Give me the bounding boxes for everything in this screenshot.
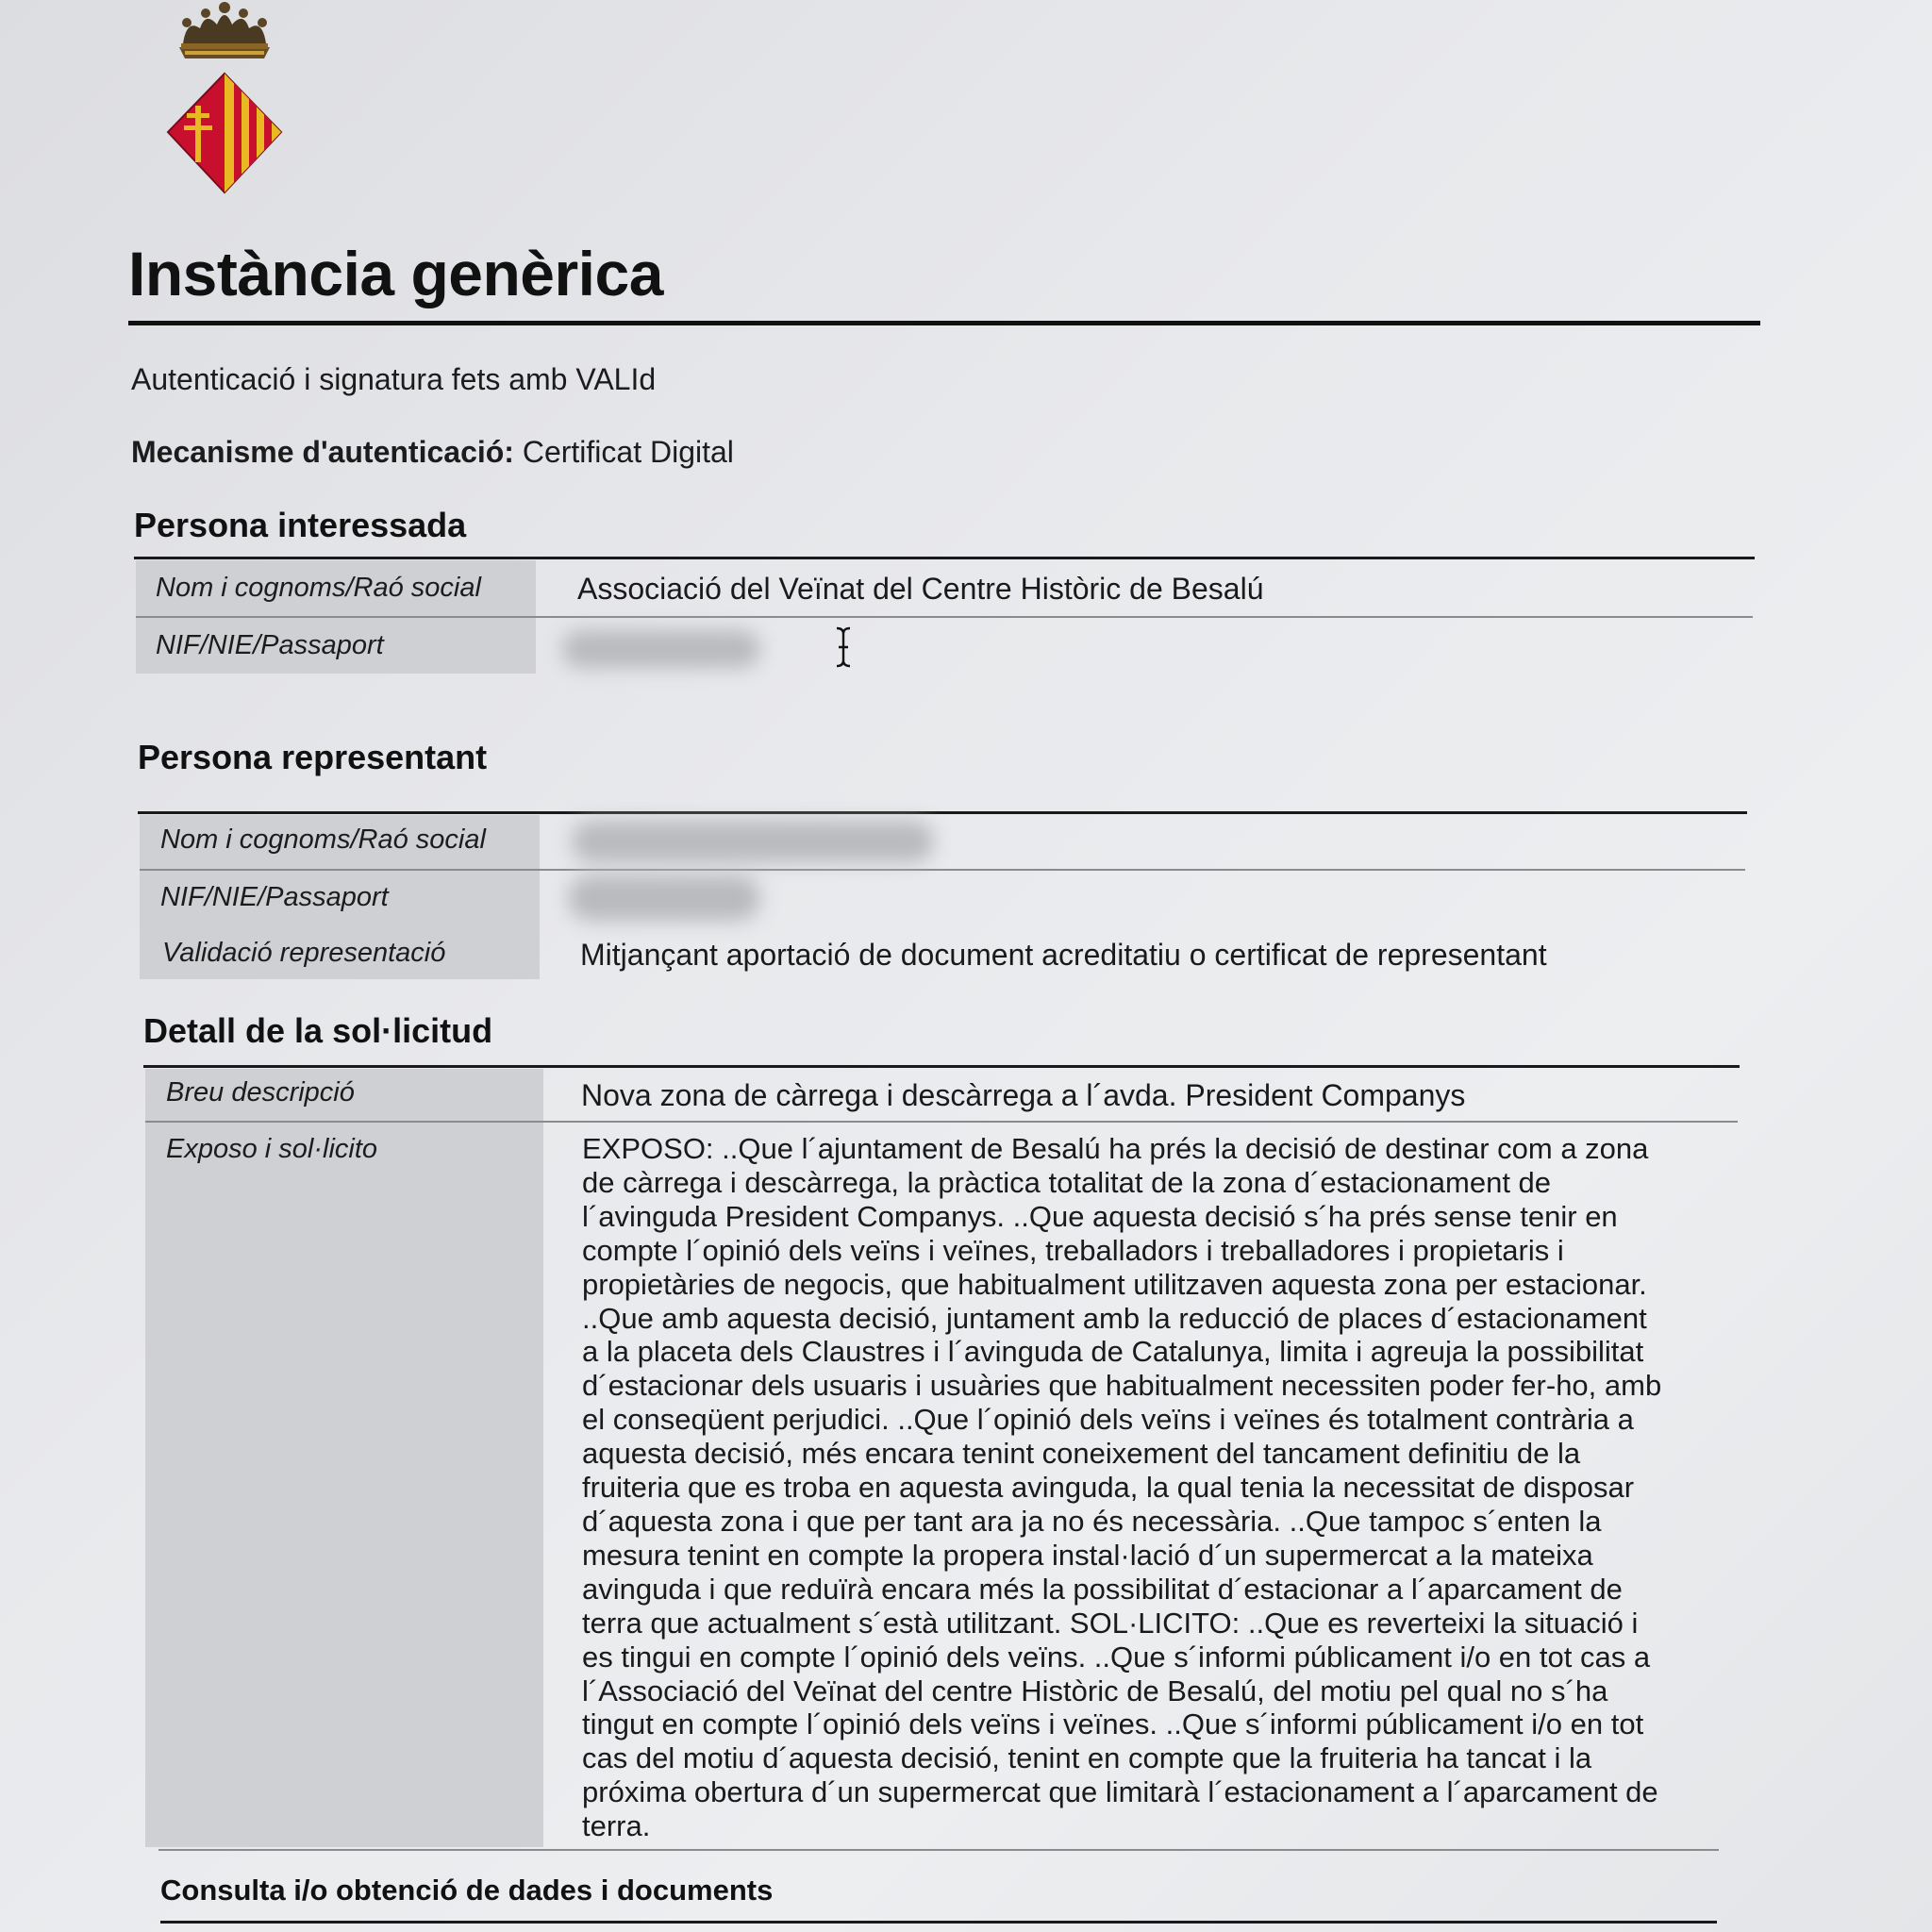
- field-label-nom: Nom i cognoms/Raó social: [156, 573, 481, 603]
- text-line: ..Que amb aquesta decisió, juntament amb la reducció de places d´estacionament: [582, 1301, 1647, 1335]
- label-column: [145, 1069, 543, 1847]
- text-cursor-icon: [834, 626, 853, 668]
- text-line: fruiteria que es troba en aquesta avinguda, la qual tenia la necessitat de disposar: [582, 1471, 1635, 1505]
- text-line: d´aquesta zona i que per tant ara ja no és necessària. ..Que tampoc s´enten la: [582, 1504, 1602, 1538]
- field-label-exposo: Exposo i sol·licito: [166, 1134, 378, 1164]
- text-line: tingut en compte l´opinió dels veïns i veïnes. ..Que s´informi públicament i/o en tot: [582, 1707, 1644, 1741]
- field-value-nom: Associació del Veïnat del Centre Històric de Besalú: [577, 572, 1264, 606]
- field-value-validacio: Mitjançant aportació de document acreditatiu o certificat de representant: [580, 938, 1547, 972]
- text-line: es tingui en compte l´opinió dels veïns. ..Que s´informi públicament i/o en tot cas a: [582, 1640, 1651, 1674]
- text-line: mesura tenint en compte la propera instal·lació d´un supermercat a la mateixa: [582, 1538, 1593, 1572]
- section-title-detall: Detall de la sol·licitud: [143, 1011, 493, 1050]
- text-line: terra.: [582, 1809, 651, 1843]
- redacted-rep-nom: [572, 821, 934, 862]
- coat-of-arms-logo: [158, 0, 291, 198]
- text-line: EXPOSO: ..Que l´ajuntament de Besalú ha prés la decisió de destinar com a zona: [582, 1132, 1649, 1165]
- field-label-nif: NIF/NIE/Passaport: [156, 630, 384, 660]
- auth-line: Autenticació i signatura fets amb VALId: [131, 362, 657, 396]
- section-title-persona-representant: Persona representant: [138, 738, 488, 776]
- text-line: compte l´opinió dels veïns i veïnes, treballadors i treballadores i propietaris i: [582, 1233, 1564, 1267]
- section-title-consulta: Consulta i/o obtenció de dades i documents: [160, 1874, 774, 1907]
- row-divider: [140, 869, 1745, 871]
- text-line: terra que actualment s´està utilitzant. SOL·LICITO: ..Que es reverteixi la situació i: [582, 1606, 1639, 1640]
- field-label-rep-nif: NIF/NIE/Passaport: [160, 882, 389, 912]
- section-divider: [160, 1921, 1717, 1924]
- section-divider: [134, 557, 1755, 559]
- text-line: el conseqüent perjudici. ..Que l´opinió dels veïns i veïnes és totalment contrària a: [582, 1403, 1634, 1437]
- exposo-text: [582, 1132, 1686, 1843]
- row-divider: [158, 1849, 1719, 1851]
- field-label-validacio: Validació representació: [162, 938, 446, 968]
- text-line: l´avinguda President Companys. ..Que aquesta decisió s´ha prés sense tenir en: [582, 1199, 1618, 1233]
- row-divider: [145, 1121, 1738, 1123]
- text-line: l´Associació del Veïnat del centre Històric de Besalú, del motiu pel qual no s´ha: [582, 1674, 1608, 1707]
- field-label-breu: Breu descripció: [166, 1077, 355, 1108]
- section-divider: [143, 1065, 1740, 1068]
- field-label-rep-nom: Nom i cognoms/Raó social: [160, 824, 486, 855]
- redacted-rep-nif: [568, 875, 760, 921]
- text-line: avinguda i que reduïrà encara més la possibilitat d´estacionar a l´aparcament de: [582, 1572, 1623, 1606]
- section-divider: [138, 811, 1747, 814]
- text-line: d´estacionar dels usuaris i usuàries que habitualment necessiten poder fer-ho, amb: [582, 1369, 1662, 1403]
- text-line: propietàries de negocis, que habitualment utilitzaven aquesta zona per estacionar.: [582, 1267, 1647, 1301]
- crown-icon: [179, 2, 270, 58]
- text-line: cas del motiu d´aquesta decisió, tenint en compte que la fruiteria ha tancat i la: [582, 1741, 1592, 1775]
- shield-icon: [168, 66, 283, 198]
- auth-mechanism-label: Mecanisme d'autenticació:: [131, 435, 514, 469]
- auth-mechanism-value: Certificat Digital: [522, 435, 734, 469]
- text-line: próxima obertura d´un supermercat que limitarà l´estacionament a l´aparcament de: [582, 1775, 1658, 1809]
- row-divider: [136, 616, 1753, 618]
- redacted-nif: [562, 630, 760, 668]
- text-line: a la placeta dels Claustres i l´avinguda de Catalunya, limita i agreuja la possibilitat: [582, 1335, 1644, 1369]
- title-divider: [128, 321, 1760, 325]
- field-value-breu: Nova zona de càrrega i descàrrega a l´avda. President Companys: [581, 1078, 1466, 1112]
- section-title-persona-interessada: Persona interessada: [134, 506, 467, 544]
- page-title: Instància genèrica: [128, 239, 663, 308]
- text-line: de càrrega i descàrrega, la pràctica totalitat de la zona d´estacionament de: [582, 1165, 1552, 1199]
- auth-mechanism: [131, 435, 734, 470]
- text-line: aquesta decisió, més encara tenint coneixement del tancament definitiu de la: [582, 1437, 1581, 1471]
